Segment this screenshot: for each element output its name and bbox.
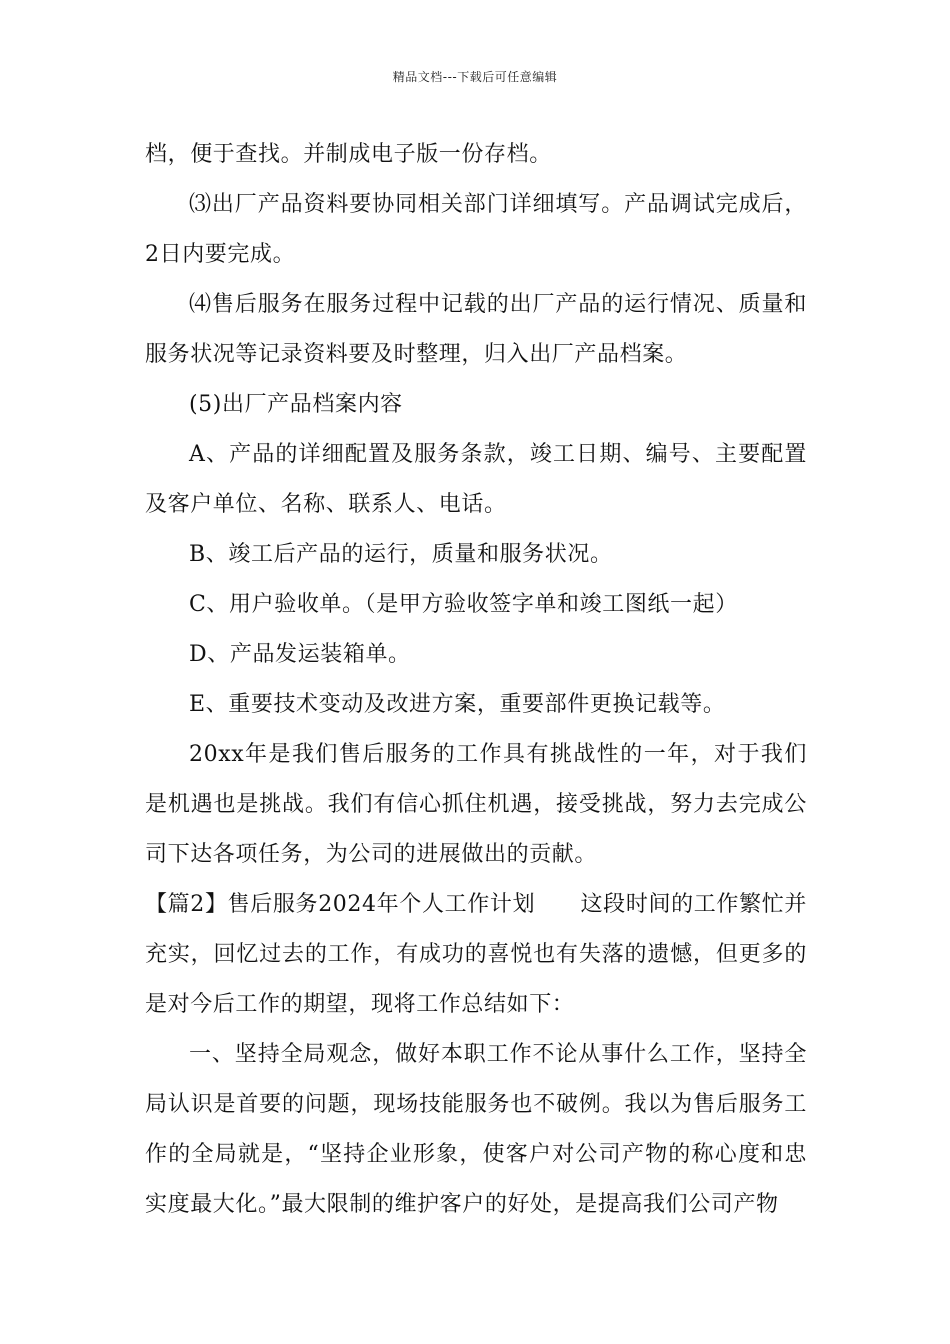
paragraph-item-5-heading: (5)出厂产品档案内容 — [189, 392, 403, 417]
paragraph-item-e: E、重要技术变动及改进方案，重要部件更换记载等。 — [189, 692, 726, 717]
page-header: 精品文档---下载后可任意编辑 — [392, 70, 558, 84]
paragraph-section-1: 一、坚持全局观念，做好本职工作不论从事什么工作，坚持全局认识是首要的问题，现场技能服务也不破例。我以为售后服务工作的全局就是，“坚持企业形象，使客户对公司产物的称心度和忠实度最大化。”最大限制的维护客户的好处，是提高我们公司产物 — [145, 1042, 807, 1217]
paragraph-item-4: ⑷售后服务在服务过程中记载的出厂产品的运行情况、质量和服务状况等记录资料要及时整理，归入出厂产品档案。 — [145, 292, 807, 367]
paragraph-item-c: C、用户验收单。（是甲方验收签字单和竣工图纸一起） — [189, 592, 738, 617]
paragraph-item-d: D、产品发运装箱单。 — [189, 642, 411, 667]
document-body — [145, 130, 807, 1230]
paragraph-year-summary: 20xx年是我们售后服务的工作具有挑战性的一年，对于我们是机遇也是挑战。我们有信心抓住机遇，接受挑战，努力去完成公司下达各项任务，为公司的进展做出的贡献。 — [145, 742, 807, 867]
paragraph-item-3: ⑶出厂产品资料要协同相关部门详细填写。产品调试完成后，2日内要完成。 — [145, 192, 807, 267]
paragraph-item-b: B、竣工后产品的运行，质量和服务状况。 — [189, 542, 613, 567]
paragraph-archive-continuation: 档，便于查找。并制成电子版一份存档。 — [145, 142, 552, 167]
paragraph-item-a: A、产品的详细配置及服务条款，竣工日期、编号、主要配置及客户单位、名称、联系人、电话。 — [145, 442, 807, 517]
paragraph-article-2-intro: 【篇2】售后服务2024年个人工作计划 这段时间的工作繁忙并充实，回忆过去的工作，有成功的喜悦也有失落的遗憾，但更多的是对今后工作的期望，现将工作总结如下： — [145, 892, 807, 1017]
